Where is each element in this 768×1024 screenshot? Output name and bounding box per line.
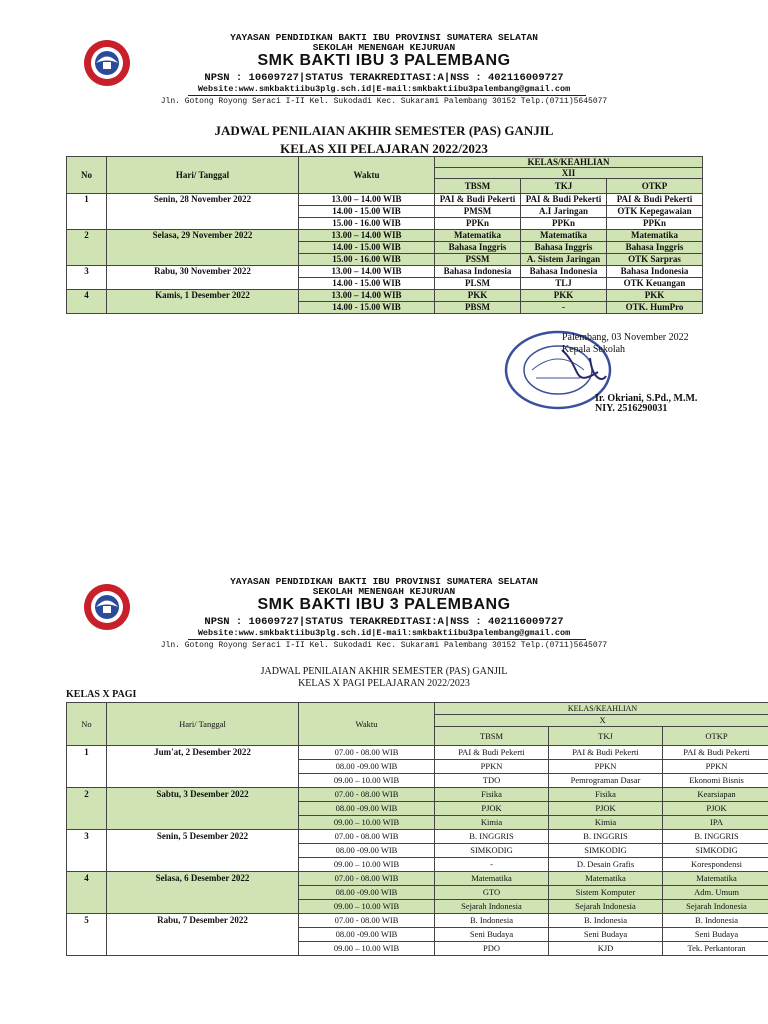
cell-otkp: Matematika (663, 872, 768, 886)
col-class: XII (435, 168, 703, 179)
cell-day: Jum'at, 2 Desember 2022 (107, 746, 299, 760)
cell-day (107, 254, 299, 266)
col-no: No (67, 157, 107, 194)
cell-no: 1 (67, 746, 107, 760)
cell-tkj: Bahasa Indonesia (521, 266, 607, 278)
cell-time: 08.00 -09.00 WIB (299, 844, 435, 858)
school-ids: NPSN : 10609727|STATUS TERAKREDITASI:A|NSS : 402116009727 (204, 616, 564, 628)
cell-otkp: Matematika (607, 230, 703, 242)
table-row (67, 278, 703, 290)
cell-otkp: Seni Budaya (663, 928, 768, 942)
table-row (67, 254, 703, 266)
cell-day: Senin, 28 November 2022 (107, 194, 299, 206)
col-group: KELAS/KEAHLIAN (435, 157, 703, 168)
col-major-tbsm: TBSM (435, 179, 521, 194)
cell-no: 1 (67, 194, 107, 206)
cell-tbsm: Matematika (435, 872, 549, 886)
cell-tbsm: PAI & Budi Pekerti (435, 746, 549, 760)
table-row (67, 774, 768, 788)
cell-day (107, 816, 299, 830)
cell-tkj: Fisika (549, 788, 663, 802)
cell-time: 14.00 - 15.00 WIB (299, 302, 435, 314)
cell-tkj: A.I Jaringan (521, 206, 607, 218)
cell-otkp: Sejarah Indonesia (663, 900, 768, 914)
col-major-otkp: OTKP (607, 179, 703, 194)
doc1-rows (67, 194, 703, 314)
cell-otkp: Bahasa Indonesia (607, 266, 703, 278)
cell-tbsm: PJOK (435, 802, 549, 816)
cell-no: 3 (67, 830, 107, 844)
cell-tbsm: PPKn (435, 218, 521, 230)
header-divider (188, 639, 586, 640)
cell-tkj: B. Indonesia (549, 914, 663, 928)
table-row (67, 830, 768, 844)
school-contact: Website:www.smkbaktiibu3plg.sch.id|E-mail:smkbaktiibu3palembang@gmail.com (197, 628, 571, 638)
cell-tkj: D. Desain Grafis (549, 858, 663, 872)
col-time: Waktu (299, 157, 435, 194)
col-day: Hari/ Tanggal (107, 157, 299, 194)
cell-no (67, 802, 107, 816)
cell-tkj: Pemrograman Dasar (549, 774, 663, 788)
cell-tbsm: B. Indonesia (435, 914, 549, 928)
doc1-title-2: KELAS XII PELAJARAN 2022/2023 (280, 141, 488, 156)
cell-day: Senin, 5 Desember 2022 (107, 830, 299, 844)
signature-place-date: Palembang, 03 November 2022 (562, 332, 689, 343)
cell-no: 4 (67, 290, 107, 302)
cell-time: 15.00 - 16.00 WIB (299, 218, 435, 230)
cell-day (107, 302, 299, 314)
table-row (67, 942, 768, 956)
cell-tkj: Seni Budaya (549, 928, 663, 942)
col-group: KELAS/KEAHLIAN (435, 703, 768, 715)
cell-tbsm: PSSM (435, 254, 521, 266)
cell-tbsm: TDO (435, 774, 549, 788)
school-name: SMK BAKTI IBU 3 PALEMBANG (257, 596, 511, 613)
table-row (67, 206, 703, 218)
cell-tkj: Matematika (549, 872, 663, 886)
cell-otkp: Korespondensi (663, 858, 768, 872)
letterhead-1 (0, 28, 768, 108)
cell-no (67, 928, 107, 942)
cell-otkp: IPA (663, 816, 768, 830)
school-type: SEKOLAH MENENGAH KEJURUAN (312, 42, 456, 53)
table-row (67, 844, 768, 858)
table-row (67, 816, 768, 830)
cell-time: 07.00 - 08.00 WIB (299, 872, 435, 886)
table-row (67, 230, 703, 242)
cell-tkj: PKK (521, 290, 607, 302)
foundation-name: YAYASAN PENDIDIKAN BAKTI IBU PROVINSI SUMATERA SELATAN (230, 576, 538, 587)
cell-tbsm: PPKN (435, 760, 549, 774)
cell-no (67, 858, 107, 872)
cell-time: 14.00 - 15.00 WIB (299, 242, 435, 254)
school-address: Jln. Gotong Royong Seraci I-II Kel. Sukodadi Kec. Sukarami Palembang 30152 Telp.(0711)5645077 (160, 641, 608, 650)
col-major-otkp: OTKP (663, 727, 768, 746)
cell-day (107, 802, 299, 816)
cell-tkj: PAI & Budi Pekerti (549, 746, 663, 760)
cell-time: 09.00 – 10.00 WIB (299, 900, 435, 914)
cell-day (107, 774, 299, 788)
cell-day (107, 206, 299, 218)
table-row (67, 928, 768, 942)
col-major-tkj: TKJ (549, 727, 663, 746)
cell-tkj: PJOK (549, 802, 663, 816)
cell-time: 08.00 -09.00 WIB (299, 760, 435, 774)
col-time: Waktu (299, 703, 435, 746)
cell-time: 15.00 - 16.00 WIB (299, 254, 435, 266)
cell-tbsm: Bahasa Inggris (435, 242, 521, 254)
cell-day (107, 760, 299, 774)
cell-time: 07.00 - 08.00 WIB (299, 788, 435, 802)
cell-day (107, 242, 299, 254)
cell-no (67, 774, 107, 788)
cell-no (67, 900, 107, 914)
table-row (67, 858, 768, 872)
cell-otkp: B. INGGRIS (663, 830, 768, 844)
col-class: X (435, 715, 768, 727)
cell-otkp: SIMKODIG (663, 844, 768, 858)
cell-tkj: TLJ (521, 278, 607, 290)
table-row (67, 194, 703, 206)
cell-no (67, 206, 107, 218)
cell-tkj: Sistem Komputer (549, 886, 663, 900)
signature-name: Ir. Okriani, S.Pd., M.M. (595, 393, 698, 404)
cell-no (67, 302, 107, 314)
cell-day (107, 858, 299, 872)
table-row (67, 290, 703, 302)
table-row (67, 266, 703, 278)
cell-day (107, 928, 299, 942)
doc1-schedule-table (66, 156, 703, 314)
cell-tbsm: PBSM (435, 302, 521, 314)
table-row (67, 886, 768, 900)
cell-day: Selasa, 6 Desember 2022 (107, 872, 299, 886)
doc2-title-1: JADWAL PENILAIAN AKHIR SEMESTER (PAS) GANJIL (260, 666, 508, 677)
cell-otkp: OTK Keuangan (607, 278, 703, 290)
cell-tbsm: PLSM (435, 278, 521, 290)
cell-time: 13.00 – 14.00 WIB (299, 290, 435, 302)
cell-otkp: OTK Sarpras (607, 254, 703, 266)
cell-tkj: B. INGGRIS (549, 830, 663, 844)
cell-otkp: Kearsiapan (663, 788, 768, 802)
cell-no (67, 218, 107, 230)
cell-time: 07.00 - 08.00 WIB (299, 914, 435, 928)
col-major-tkj: TKJ (521, 179, 607, 194)
cell-otkp: PKK (607, 290, 703, 302)
letterhead-2 (0, 572, 768, 652)
cell-otkp: B. Indonesia (663, 914, 768, 928)
cell-otkp: PPKn (607, 218, 703, 230)
cell-time: 09.00 – 10.00 WIB (299, 774, 435, 788)
cell-otkp: Adm. Umum (663, 886, 768, 900)
cell-day: Rabu, 30 November 2022 (107, 266, 299, 278)
cell-day: Sabtu, 3 Desember 2022 (107, 788, 299, 802)
doc2-rows (67, 746, 768, 956)
cell-tkj: Kimia (549, 816, 663, 830)
school-ids: NPSN : 10609727|STATUS TERAKREDITASI:A|NSS : 402116009727 (204, 72, 564, 84)
cell-time: 09.00 – 10.00 WIB (299, 816, 435, 830)
doc2-schedule-table (66, 702, 768, 956)
cell-tkj: Bahasa Inggris (521, 242, 607, 254)
cell-tkj: PAI & Budi Pekerti (521, 194, 607, 206)
cell-no (67, 816, 107, 830)
cell-no (67, 242, 107, 254)
table-header-row (67, 157, 703, 168)
cell-no (67, 844, 107, 858)
cell-day: Rabu, 7 Desember 2022 (107, 914, 299, 928)
cell-time: 13.00 – 14.00 WIB (299, 194, 435, 206)
cell-time: 14.00 - 15.00 WIB (299, 206, 435, 218)
signature-nip: NIY. 2516290031 (595, 403, 668, 414)
cell-tbsm: Matematika (435, 230, 521, 242)
cell-tbsm: Seni Budaya (435, 928, 549, 942)
cell-day: Kamis, 1 Desember 2022 (107, 290, 299, 302)
school-type: SEKOLAH MENENGAH KEJURUAN (312, 586, 456, 597)
cell-time: 09.00 – 10.00 WIB (299, 858, 435, 872)
cell-time: 08.00 -09.00 WIB (299, 886, 435, 900)
cell-otkp: PPKN (663, 760, 768, 774)
cell-no: 2 (67, 230, 107, 242)
cell-no (67, 254, 107, 266)
col-day: Hari/ Tanggal (107, 703, 299, 746)
cell-otkp: OTK. HumPro (607, 302, 703, 314)
cell-time: 08.00 -09.00 WIB (299, 802, 435, 816)
cell-day (107, 844, 299, 858)
cell-otkp: Ekonomi Bisnis (663, 774, 768, 788)
cell-day (107, 942, 299, 956)
school-address: Jln. Gotong Royong Seraci I-II Kel. Sukodadi Kec. Sukarami Palembang 30152 Telp.(0711)5645077 (160, 97, 608, 106)
table-row (67, 746, 768, 760)
cell-time: 09.00 – 10.00 WIB (299, 942, 435, 956)
cell-time: 07.00 - 08.00 WIB (299, 746, 435, 760)
cell-no: 2 (67, 788, 107, 802)
cell-tbsm: - (435, 858, 549, 872)
table-row (67, 788, 768, 802)
cell-otkp: OTK Kepegawaian (607, 206, 703, 218)
col-no: No (67, 703, 107, 746)
signature-role: Kepala Sekolah (562, 344, 626, 355)
cell-tbsm: PMSM (435, 206, 521, 218)
cell-time: 07.00 - 08.00 WIB (299, 830, 435, 844)
table-row (67, 242, 703, 254)
cell-tkj: Sejarah Indonesia (549, 900, 663, 914)
cell-time: 14.00 - 15.00 WIB (299, 278, 435, 290)
cell-tkj: - (521, 302, 607, 314)
cell-otkp: Tek. Perkantoran (663, 942, 768, 956)
table-header-row (67, 703, 768, 715)
table-row (67, 914, 768, 928)
cell-tbsm: Sejarah Indonesia (435, 900, 549, 914)
doc2-class-label: KELAS X PAGI (66, 689, 137, 700)
cell-tkj: Matematika (521, 230, 607, 242)
cell-tbsm: Kimia (435, 816, 549, 830)
table-row (67, 218, 703, 230)
cell-tbsm: PKK (435, 290, 521, 302)
cell-no (67, 942, 107, 956)
cell-no (67, 760, 107, 774)
cell-tkj: SIMKODIG (549, 844, 663, 858)
cell-no: 4 (67, 872, 107, 886)
doc1-title-1: JADWAL PENILAIAN AKHIR SEMESTER (PAS) GANJIL (214, 123, 554, 138)
cell-tbsm: GTO (435, 886, 549, 900)
cell-time: 13.00 – 14.00 WIB (299, 230, 435, 242)
foundation-name: YAYASAN PENDIDIKAN BAKTI IBU PROVINSI SUMATERA SELATAN (230, 32, 538, 43)
cell-tbsm: Fisika (435, 788, 549, 802)
cell-tbsm: PDO (435, 942, 549, 956)
cell-day (107, 900, 299, 914)
header-divider (188, 95, 586, 96)
cell-otkp: PAI & Budi Pekerti (607, 194, 703, 206)
school-name: SMK BAKTI IBU 3 PALEMBANG (257, 52, 511, 69)
cell-tkj: KJD (549, 942, 663, 956)
cell-day (107, 278, 299, 290)
cell-otkp: PAI & Budi Pekerti (663, 746, 768, 760)
cell-tbsm: PAI & Budi Pekerti (435, 194, 521, 206)
col-major-tbsm: TBSM (435, 727, 549, 746)
cell-tkj: PPKN (549, 760, 663, 774)
cell-tbsm: Bahasa Indonesia (435, 266, 521, 278)
table-row (67, 760, 768, 774)
doc2-title-2: KELAS X PAGI PELAJARAN 2022/2023 (298, 678, 470, 689)
cell-tkj: A. Sistem Jaringan (521, 254, 607, 266)
cell-tbsm: B. INGGRIS (435, 830, 549, 844)
cell-time: 13.00 – 14.00 WIB (299, 266, 435, 278)
cell-tkj: PPKn (521, 218, 607, 230)
cell-no (67, 278, 107, 290)
cell-day (107, 218, 299, 230)
table-row (67, 900, 768, 914)
table-row (67, 802, 768, 816)
cell-otkp: PJOK (663, 802, 768, 816)
cell-no: 5 (67, 914, 107, 928)
cell-otkp: Bahasa Inggris (607, 242, 703, 254)
cell-tbsm: SIMKODIG (435, 844, 549, 858)
school-contact: Website:www.smkbaktiibu3plg.sch.id|E-mail:smkbaktiibu3palembang@gmail.com (197, 84, 571, 94)
cell-no (67, 886, 107, 900)
cell-day: Selasa, 29 November 2022 (107, 230, 299, 242)
table-row (67, 872, 768, 886)
cell-day (107, 886, 299, 900)
table-row (67, 302, 703, 314)
cell-no: 3 (67, 266, 107, 278)
cell-time: 08.00 -09.00 WIB (299, 928, 435, 942)
